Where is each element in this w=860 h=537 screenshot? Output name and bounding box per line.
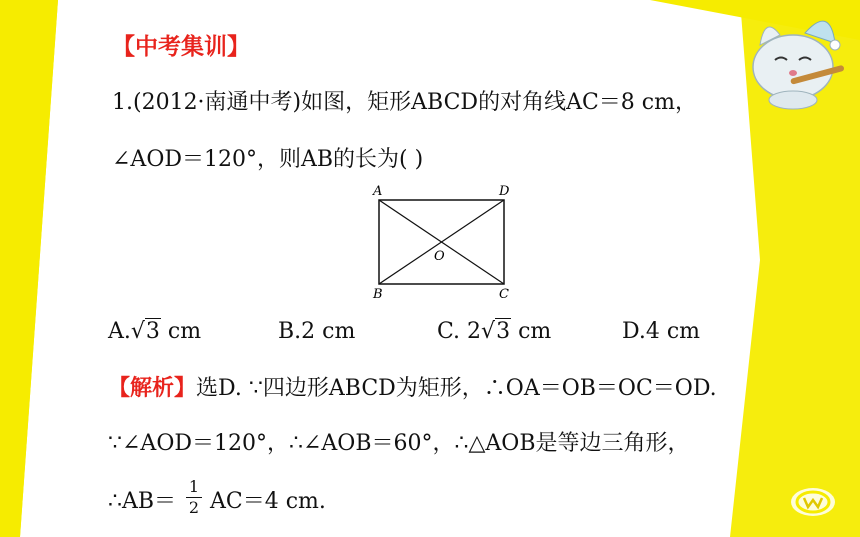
label-b: B (373, 287, 383, 302)
label-a: A (373, 184, 383, 199)
label-d: D (499, 184, 510, 199)
question-line-2: ∠AOD＝120°，则AB的长为( ) (112, 147, 424, 172)
analysis-line-3-suffix: AC＝4 cm. (210, 489, 326, 514)
sqrt-3-a: √3 (130, 319, 160, 344)
section-title: 【中考集训】 (112, 33, 250, 60)
analysis-line-2: ∵∠AOD＝120°，∴∠AOB＝60°，∴△AOB是等边三角形， (108, 431, 690, 456)
sqrt-3-c: √3 (481, 319, 511, 344)
analysis-tag: 【解析】 (108, 375, 197, 401)
analysis-line-3-prefix: ∴AB＝ (108, 489, 177, 514)
option-b: B.2 cm (278, 319, 356, 344)
analysis-line-1: 【解析】选D. ∵四边形ABCD为矩形，∴OA＝OB＝OC＝OD. (108, 375, 717, 401)
option-d: D.4 cm (622, 319, 701, 344)
logo-badge-icon (788, 485, 838, 519)
label-c: C (499, 287, 509, 302)
mascot-cat-icon (735, 5, 855, 110)
question-line-1: 1.(2012·南通中考)如图，矩形ABCD的对角线AC＝8 cm， (112, 90, 697, 115)
option-a: A.√3 cm (108, 319, 202, 344)
rectangle-diagram (368, 182, 518, 304)
option-c: C. 2√3 cm (437, 319, 552, 344)
fraction-one-half: 1 2 (186, 478, 202, 517)
label-o: O (434, 249, 445, 264)
